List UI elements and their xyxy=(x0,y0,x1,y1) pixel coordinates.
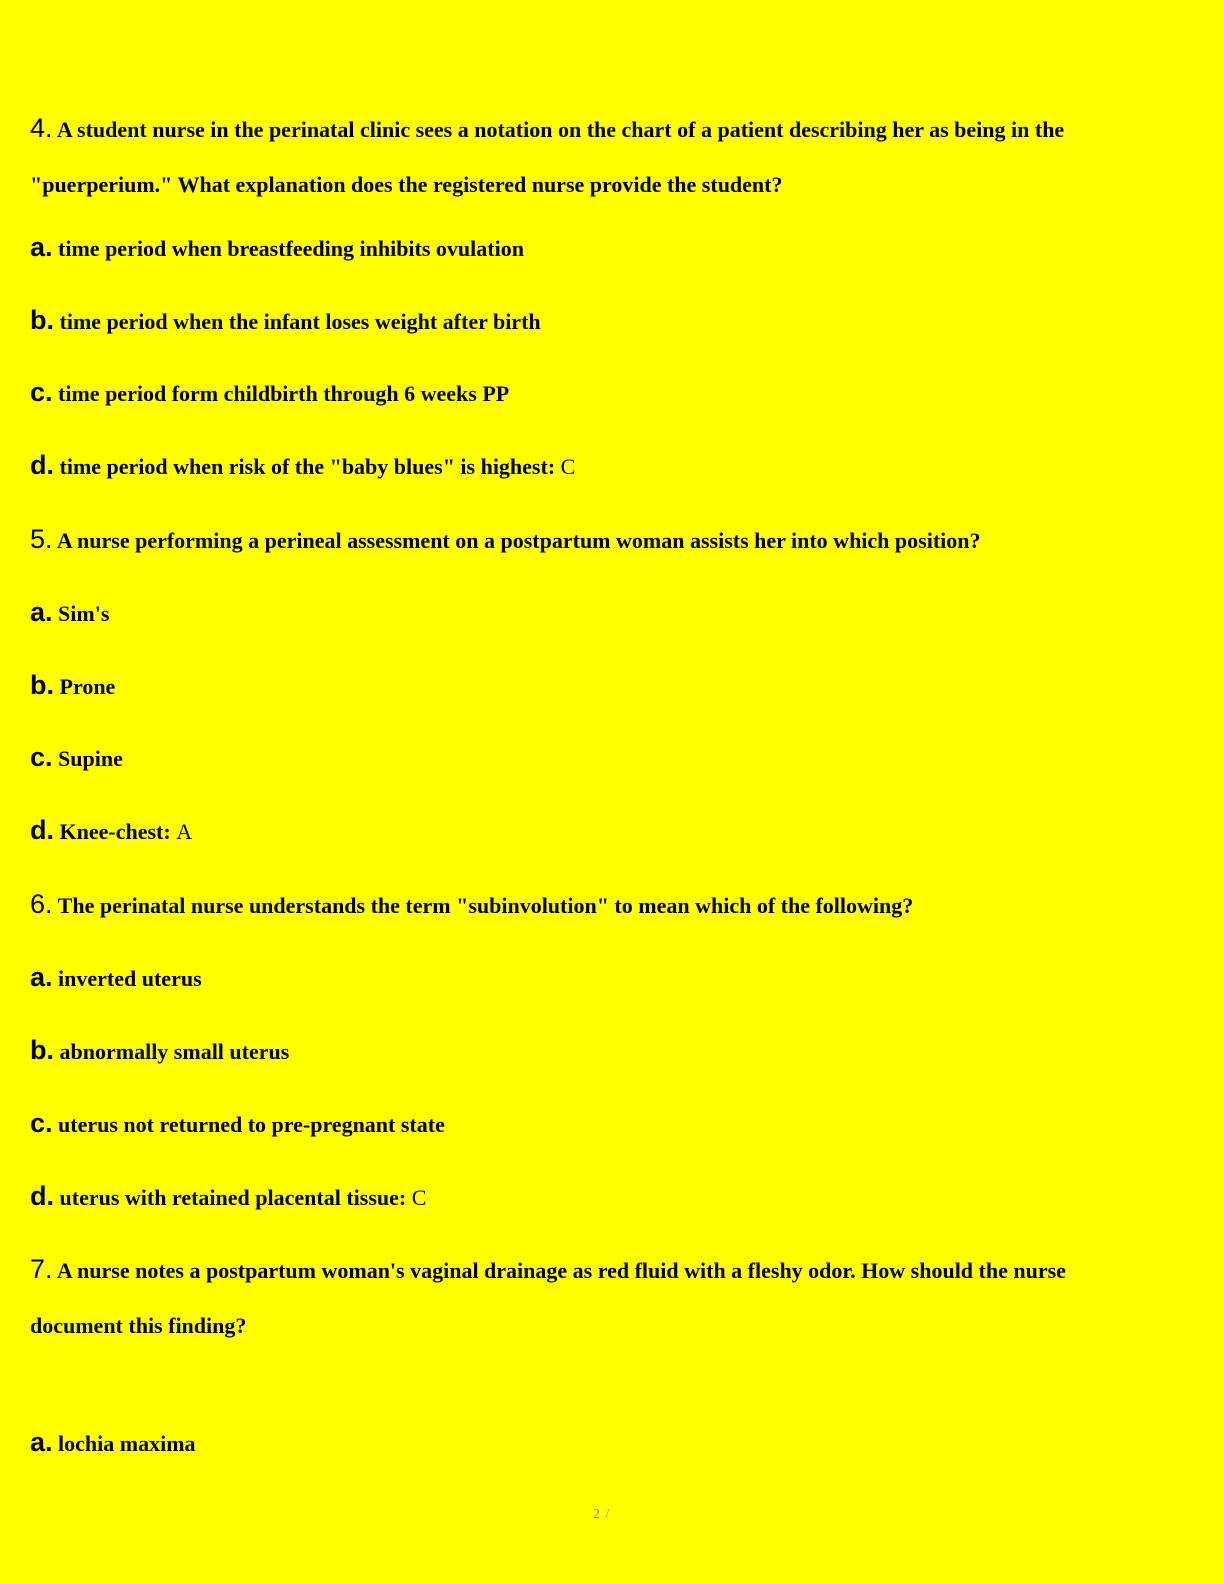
option-text: Knee-chest: xyxy=(59,819,171,844)
option-letter: d xyxy=(30,450,47,480)
option-letter: d xyxy=(30,1181,47,1211)
question-text: A nurse notes a postpartum woman's vaginal drainage as red fluid with a fleshy odor. How should the nurse xyxy=(56,1258,1066,1283)
option-letter: c xyxy=(30,1108,46,1138)
question-5-stem-line-1: 5. A nurse performing a perineal assessment on a postpartum woman assists her into which position? xyxy=(30,524,981,554)
option-text: lochia maxima xyxy=(58,1431,196,1456)
question-4-option-a: a. time period when breastfeeding inhibits ovulation xyxy=(30,232,524,262)
option-text: Sim's xyxy=(58,601,110,626)
question-4-option-b: b. time period when the infant loses weight after birth xyxy=(30,305,541,335)
option-text: time period when risk of the "baby blues" is highest: xyxy=(59,454,556,479)
option-text: Prone xyxy=(59,674,116,699)
question-6-option-c: c. uterus not returned to pre-pregnant state xyxy=(30,1108,445,1138)
option-text: uterus with retained placental tissue: xyxy=(59,1185,407,1210)
option-letter: b xyxy=(30,305,47,335)
option-letter: a xyxy=(30,1427,46,1457)
option-text: Supine xyxy=(58,746,123,771)
option-text: time period when breastfeeding inhibits ovulation xyxy=(58,236,524,261)
question-4-stem-line-1: 4. A student nurse in the perinatal clinic sees a notation on the chart of a patient describing her as being in the xyxy=(30,113,1065,143)
option-text: abnormally small uterus xyxy=(59,1039,290,1064)
question-7-stem-line-1: 7. A nurse notes a postpartum woman's vaginal drainage as red fluid with a fleshy odor. How should the nurse xyxy=(30,1254,1066,1284)
question-6-option-a: a. inverted uterus xyxy=(30,962,202,992)
option-letter: a xyxy=(30,597,46,627)
question-text: "puerperium." What explanation does the registered nurse provide the student? xyxy=(30,172,783,197)
option-text: uterus not returned to pre-pregnant state xyxy=(58,1112,445,1137)
question-5-option-b: b. Prone xyxy=(30,670,116,700)
question-6-option-d: d. uterus with retained placental tissue: C xyxy=(30,1181,427,1211)
option-letter: d xyxy=(30,815,47,845)
option-letter: c xyxy=(30,377,46,407)
answer-key: C xyxy=(560,454,576,479)
question-text: document this finding? xyxy=(30,1313,247,1338)
question-7-stem-line-2 xyxy=(30,1312,246,1340)
question-number: 5 xyxy=(30,524,46,554)
question-6-stem-line-1: 6. The perinatal nurse understands the term "subinvolution" to mean which of the following? xyxy=(30,889,914,919)
option-text: time period when the infant loses weight after birth xyxy=(59,309,541,334)
question-5-option-a: a. Sim's xyxy=(30,597,110,627)
answer-key: C xyxy=(411,1185,427,1210)
question-text: The perinatal nurse understands the term "subinvolution" to mean which of the following? xyxy=(57,893,914,918)
question-4-option-d: d. time period when risk of the "baby blues" is highest: C xyxy=(30,450,576,480)
question-number: 7 xyxy=(30,1254,46,1284)
option-letter: a xyxy=(30,962,46,992)
option-letter: b xyxy=(30,1035,47,1065)
question-number: 4 xyxy=(30,113,46,143)
question-4-stem-line-2 xyxy=(30,171,783,199)
question-5-option-c: c. Supine xyxy=(30,742,123,772)
question-text: A student nurse in the perinatal clinic sees a notation on the chart of a patient describing her as being in the xyxy=(56,117,1065,142)
page-number: 2 / xyxy=(593,1507,611,1522)
option-letter: a xyxy=(30,232,46,262)
option-text: inverted uterus xyxy=(58,966,202,991)
answer-key: A xyxy=(176,819,193,844)
question-7-option-a: a. lochia maxima xyxy=(30,1427,196,1457)
option-letter: c xyxy=(30,742,46,772)
question-5-option-d: d. Knee-chest: A xyxy=(30,815,193,845)
question-4-option-c: c. time period form childbirth through 6 weeks PP xyxy=(30,377,510,407)
question-6-option-b: b. abnormally small uterus xyxy=(30,1035,290,1065)
question-number: 6 xyxy=(30,889,46,919)
option-text: time period form childbirth through 6 weeks PP xyxy=(58,381,510,406)
option-letter: b xyxy=(30,670,47,700)
question-text: A nurse performing a perineal assessment on a postpartum woman assists her into which position? xyxy=(56,528,981,553)
